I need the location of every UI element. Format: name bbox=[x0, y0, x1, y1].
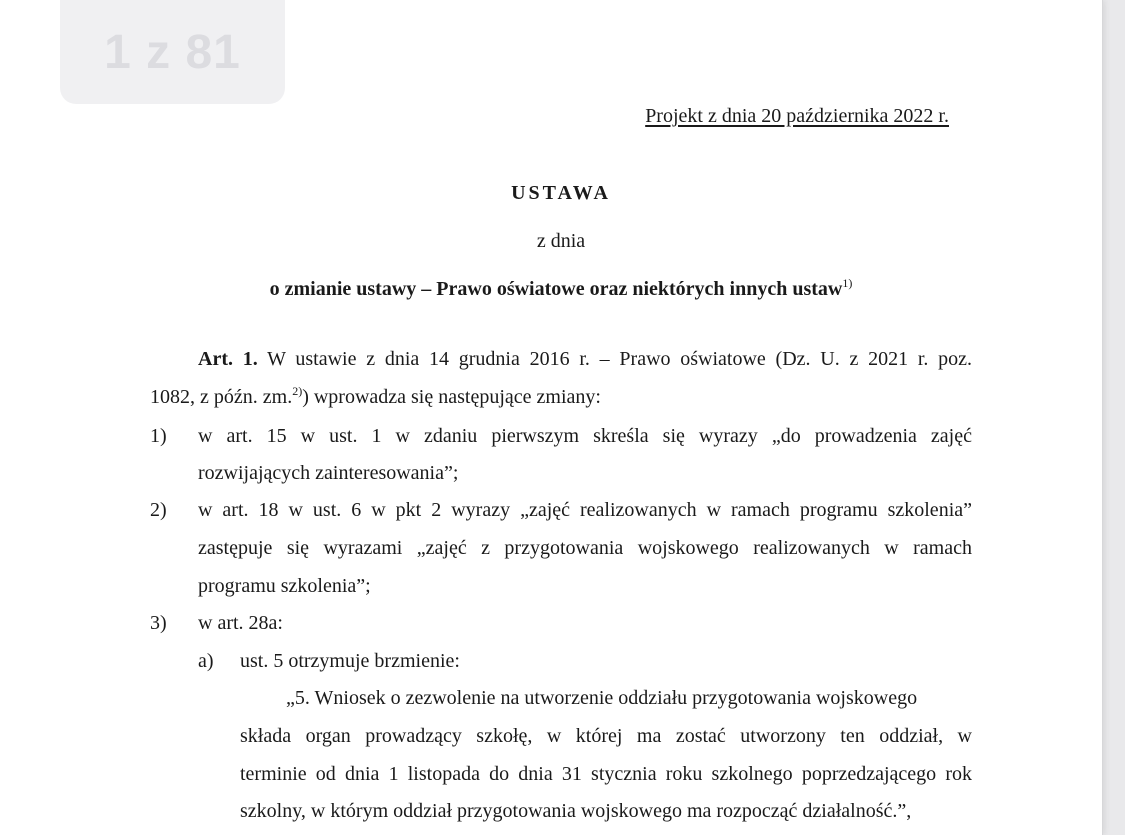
subtitle-text: o zmianie ustawy – Prawo oświatowe oraz niektórych innych ustaw bbox=[269, 278, 843, 300]
quote-line-4: szkolny, w którym oddział przygotowania wojskowego ma rozpocząć działalność.”, bbox=[240, 800, 912, 822]
document-title: USTAWA bbox=[511, 182, 611, 204]
document-subtitle bbox=[150, 276, 972, 300]
item-2-line-2: zastępuje się wyrazami „zajęć z przygotowania wojskowego realizowanych w ramach bbox=[198, 537, 972, 559]
item-2-line-3: programu szkolenia”; bbox=[198, 575, 371, 597]
date-line: z dnia bbox=[536, 230, 586, 252]
art1-footnote-ref: 2) bbox=[292, 384, 303, 398]
item-2-line-1: w art. 18 w ust. 6 w pkt 2 wyrazy „zajęć realizowanych w ramach programu szkolenia” bbox=[198, 499, 972, 521]
art1-label: Art. 1. bbox=[198, 348, 258, 370]
item-1-line-1: w art. 15 w ust. 1 w zdaniu pierwszym skreśla się wyrazy „do prowadzenia zajęć bbox=[198, 425, 972, 447]
sub-a-text: ust. 5 otrzymuje brzmienie: bbox=[240, 650, 460, 672]
sub-a-letter: a) bbox=[198, 650, 214, 672]
item-2-number: 2) bbox=[150, 499, 167, 521]
draft-date: Projekt z dnia 20 października 2022 r. bbox=[645, 105, 949, 127]
item-1-line-2: rozwijających zainteresowania”; bbox=[198, 462, 459, 484]
page-indicator: 1 z 81 bbox=[60, 0, 285, 104]
art1-line-1 bbox=[198, 349, 972, 369]
art1-text-1: W ustawie z dnia 14 grudnia 2016 r. – Prawo oświatowe (Dz. U. z 2021 r. poz. bbox=[267, 348, 973, 370]
item-3-number: 3) bbox=[150, 612, 167, 634]
art1-text-2b: ) wprowadza się następujące zmiany: bbox=[302, 386, 601, 408]
art1-text-2a: 1082, z późn. zm. bbox=[150, 386, 293, 408]
art1-line-2 bbox=[150, 384, 601, 408]
quote-line-3: terminie od dnia 1 listopada do dnia 31 stycznia roku szkolnego poprzedzającego rok bbox=[240, 763, 972, 785]
item-1-number: 1) bbox=[150, 425, 167, 447]
item-3-line-1: w art. 28a: bbox=[198, 612, 283, 634]
quote-line-2: składa organ prowadzący szkołę, w której ma zostać utworzony ten oddział, w bbox=[240, 725, 972, 747]
quote-line-1: „5. Wniosek o zezwolenie na utworzenie oddziału przygotowania wojskowego bbox=[286, 687, 918, 709]
subtitle-footnote-ref: 1) bbox=[842, 276, 853, 290]
